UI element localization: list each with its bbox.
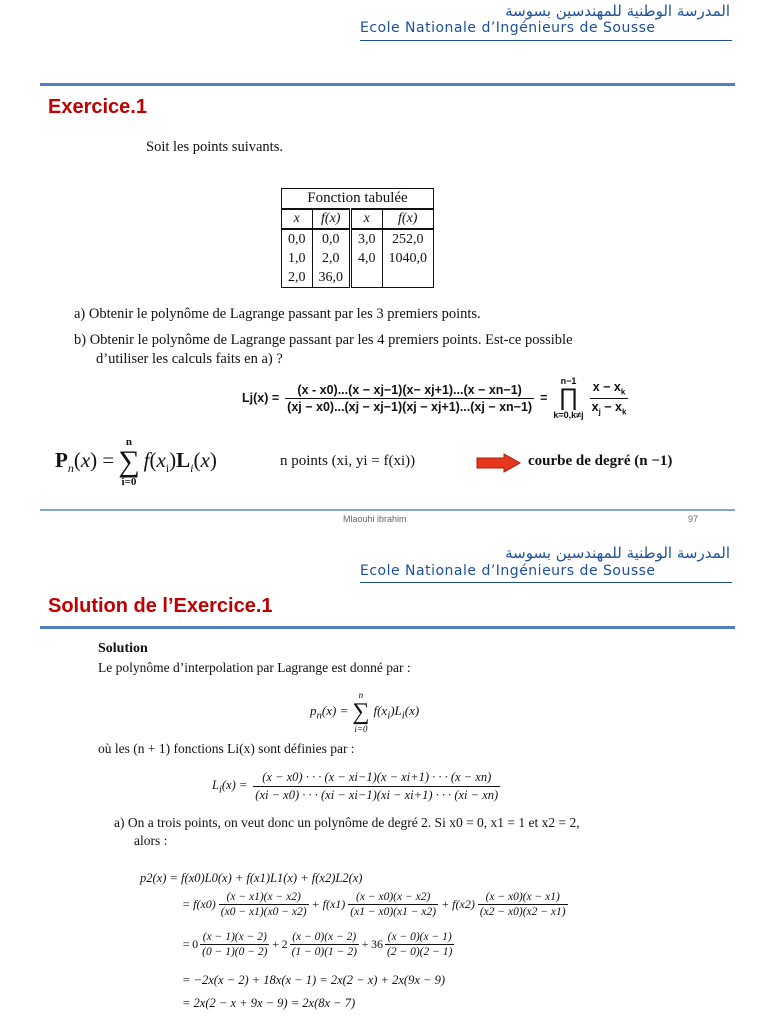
- li-definition: $L_i(x)$ = $\frac{(x - x0) \cdot \cdot \cdot (x - xi-1)(x - xi+1) \cdot \cdot \cdot (x - xn)}{(xi - x0) \cdot \cdot \cdot (xi - xi-1)(xi - xi+1) \cdot \cdot \cdot (xi - xn)}$: [212, 770, 499, 802]
- lj-numerator: (x - x0)...(x − xj−1)(x− xj+1)...(x − xn−1): [297, 382, 522, 397]
- step-term: (x − 0)(x − 1): [387, 931, 452, 943]
- interpolation-formula: $P_n(x)$ = n ∑ i=0 $f(x_i)L_i(x)$: [55, 436, 217, 488]
- step-term: (0 − 1)(0 − 2): [202, 946, 268, 958]
- step-term: (2 − 0)(2 − 1): [387, 946, 453, 958]
- table-cell: 36,0: [312, 268, 351, 288]
- school-name: Ecole Nationale d’Ingénieurs de Sousse: [360, 20, 656, 36]
- points-text: n points (xi, yi = f(xi)): [280, 453, 416, 469]
- step-term: f(x0): [193, 897, 216, 911]
- question-a: a) Obtenir le polynôme de Lagrange passant par les 3 premiers points.: [74, 306, 481, 322]
- school-arabic-name: المدرسة الوطنية للمهندسين بسوسة: [505, 544, 730, 562]
- question-b-line2: d’utiliser les calculs faits en a) ?: [96, 351, 283, 367]
- derivation-step: = 0 $\frac{(x - 1)(x - 2)}{(0 - 1)(0 - 2)}$ + 2 $\frac{(x - 0)(x - 2)}{(1 - 0)(1 - 2)}$ + 36 $\frac{(x - 0)(x - 1)}{(2 - 0)(2 - 1)}$: [182, 931, 453, 958]
- table-header: f(x): [312, 209, 351, 229]
- step-term: (x2 − x0)(x2 − x1): [479, 906, 566, 918]
- question-b-line1: b) Obtenir le polynôme de Lagrange passant par les 4 premiers points. Est-ce possible: [74, 332, 573, 348]
- lj-lhs: Lj(x) =: [242, 391, 280, 405]
- exercise-title: Exercice.1: [48, 96, 147, 118]
- derivation-step: = f(x0) $\frac{(x - x1)(x - x2)}{(x0 - x1)(x0 - x2)}$ + f(x1) $\frac{(x - x0)(x - x2)}{(x1 - x0)(x1 - x2)}$ + f(x2) $\frac{(x - x0)(x - x1)}{(x2 - x0)(x2 - x1)}$: [182, 891, 566, 918]
- step-term: (1 − 0)(1 − 2): [291, 946, 357, 958]
- table-cell: 2,0: [282, 268, 313, 288]
- solution-heading: Solution: [98, 641, 148, 656]
- step-term: f(x1): [322, 897, 346, 911]
- right-arrow-icon: [476, 453, 522, 473]
- table-cell: 3,0: [351, 229, 383, 249]
- product-symbol: n−1 ∏ k=0,k≠j: [553, 376, 584, 420]
- li-numerator: (x − x0) · · · (x − xi−1)(x − xi+1) · · · (x − xn): [262, 770, 492, 784]
- curve-degree-text: courbe de degré (n −1): [528, 453, 673, 469]
- table-cell: 252,0: [382, 229, 434, 249]
- step-term: 0: [192, 937, 199, 951]
- step-term: 36: [371, 937, 384, 951]
- step-term: (x − 0)(x − 2): [292, 931, 357, 943]
- top-rule: [40, 83, 735, 86]
- table-cell: 2,0: [312, 249, 351, 268]
- derivation-step: = −2x(x − 2) + 18x(x − 1) = 2x(2 − x) + 2x(9x − 9): [182, 973, 445, 987]
- pn-definition: $p_n(x)$ = n ∑ i=0 $f(x_i)L_i(x)$: [310, 690, 420, 734]
- table-header: x: [351, 209, 383, 229]
- table-cell: 0,0: [312, 229, 351, 249]
- step-term: (x − x0)(x − x2): [356, 891, 431, 903]
- step-term: f(x2): [452, 897, 475, 911]
- tabulated-function-table: [281, 188, 434, 288]
- table-cell: [382, 268, 434, 288]
- table-caption: Fonction tabulée: [282, 189, 434, 210]
- school-arabic-name: المدرسة الوطنية للمهندسين بسوسة: [505, 2, 730, 20]
- part-a-line2: alors :: [134, 833, 168, 848]
- solution-title: Solution de l’Exercice.1: [48, 595, 273, 617]
- footer-author: Mlaouhi ibrahim: [343, 514, 407, 524]
- bottom-rule: [40, 509, 735, 511]
- page-number: 97: [688, 514, 699, 524]
- step-term: (x − x0)(x − x1): [485, 891, 560, 903]
- part-a-line1: a) On a trois points, on veut donc un polynôme de degré 2. Si x0 = 0, x1 = 1 et x2 = 2,: [114, 815, 580, 830]
- table-cell: 1040,0: [382, 249, 434, 268]
- lj-denominator: (xj − x0)...(xj − xj−1)(xj − xj+1)...(xj − xn−1): [287, 399, 533, 414]
- table-cell: 1,0: [282, 249, 313, 268]
- where-text: où les (n + 1) fonctions Li(x) sont définies par :: [98, 741, 355, 756]
- table-cell: 4,0: [351, 249, 383, 268]
- table-cell: [351, 268, 383, 288]
- derivation-step: = 2x(2 − x + 9x − 9) = 2x(8x − 7): [182, 996, 356, 1010]
- school-underline: [360, 40, 732, 41]
- solution-intro: Le polynôme d’interpolation par Lagrange est donné par :: [98, 660, 411, 675]
- table-cell: 0,0: [282, 229, 313, 249]
- lagrange-basis-formula: Lj(x) = $\frac{(x - x0)...(x - xj-1)(x- xj+1)...(x - xn-1)}{(xj - x0)...(xj - xj-1)(xj - xj+1)...(xj - xn-1)}$ = n−1 ∏ k=0,k≠j $\frac{x - x_k}{x_j - x_k}$: [242, 376, 627, 420]
- school-name: Ecole Nationale d’Ingénieurs de Sousse: [360, 563, 656, 579]
- intro-text: Soit les points suivants.: [146, 139, 283, 155]
- solution-rule: [40, 626, 735, 629]
- li-denominator: (xi − x0) · · · (xi − xi−1)(xi − xi+1) · · · (xi − xn): [255, 788, 499, 802]
- table-header: f(x): [382, 209, 434, 229]
- derivation-step: p2(x) = f(x0)L0(x) + f(x1)L1(x) + f(x2)L2(x): [140, 871, 363, 885]
- step-term: (x1 − x0)(x1 − x2): [350, 906, 437, 918]
- step-term: (x0 − x1)(x0 − x2): [220, 906, 307, 918]
- step-term: (x − x1)(x − x2): [226, 891, 301, 903]
- school-underline: [360, 582, 732, 583]
- step-term: 2: [281, 937, 288, 951]
- table-header: x: [282, 209, 313, 229]
- step-term: (x − 1)(x − 2): [202, 931, 267, 943]
